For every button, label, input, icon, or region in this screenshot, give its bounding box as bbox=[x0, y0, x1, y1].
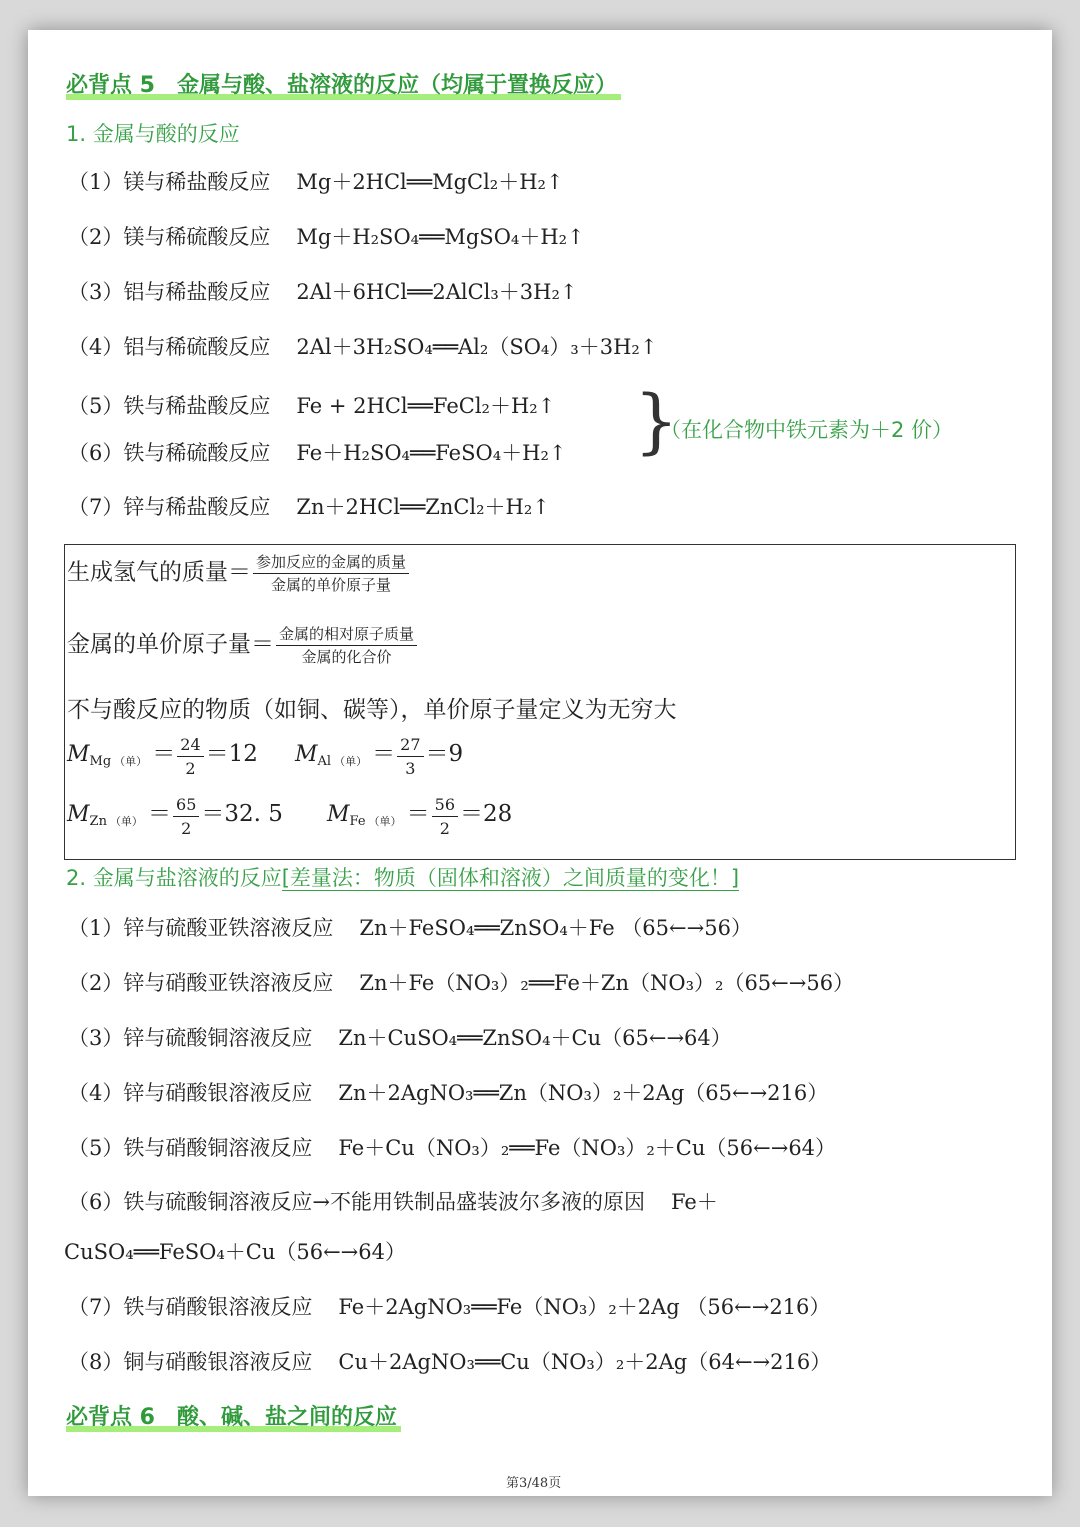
fraction bbox=[253, 553, 409, 594]
formula-prefix: 生成氢气的质量＝ bbox=[67, 559, 251, 586]
part2-note-text: [差量法：物质（固体和溶液）之间质量的变化！] bbox=[281, 866, 740, 890]
fraction-denominator: 金属的单价原子量 bbox=[271, 576, 392, 594]
reaction-label: （3）锌与硫酸铜溶液反应 bbox=[68, 1026, 313, 1050]
example-result: ＝32. 5 bbox=[201, 801, 283, 828]
fraction-denominator: 3 bbox=[405, 759, 416, 779]
fraction-denominator: 金属的化合价 bbox=[301, 648, 392, 666]
acid-reaction-1 bbox=[68, 166, 564, 196]
reaction-label: （7）铁与硝酸银溶液反应 bbox=[68, 1295, 313, 1319]
reaction-equation: Fe＋2AgNO₃══Fe（NO₃）₂＋2Ag （56←→216） bbox=[338, 1295, 831, 1319]
reaction-label: （2）镁与稀硫酸反应 bbox=[68, 225, 271, 249]
document-page bbox=[28, 30, 1052, 1496]
reaction-label: （7）锌与稀盐酸反应 bbox=[68, 495, 271, 519]
example-mg: $M_{Mg}$ $_{(单)}$ ＝ $\frac{24}{2}$ ＝12 bbox=[67, 735, 258, 779]
reaction-equation: Zn＋FeSO₄══ZnSO₄＋Fe （65←→56） bbox=[359, 916, 752, 940]
reaction-equation: 2Al＋3H₂SO₄══Al₂（SO₄）₃＋3H₂↑ bbox=[296, 335, 658, 359]
element-subscript: Fe bbox=[349, 814, 366, 830]
formula-prefix: 金属的单价原子量＝ bbox=[67, 631, 274, 658]
reaction-equation: Zn＋2AgNO₃══Zn（NO₃）₂＋2Ag（65←→216） bbox=[338, 1081, 829, 1105]
acid-reaction-6 bbox=[68, 437, 566, 467]
salt-reaction-2 bbox=[68, 967, 854, 997]
unit-tag: （单） bbox=[114, 755, 148, 769]
unit-atomic-mass-formula bbox=[67, 625, 419, 666]
reaction-label: （3）铝与稀盐酸反应 bbox=[68, 280, 271, 304]
example-fe: $M_{Fe}$ $_{(单)}$ ＝ $\frac{56}{2}$ ＝28 bbox=[327, 795, 513, 839]
example-result: ＝28 bbox=[460, 801, 513, 828]
part2-title-text: 2. 金属与盐溶液的反应 bbox=[66, 866, 282, 890]
reaction-label: （6）铁与硫酸铜溶液反应→不能用铁制品盛装波尔多液的原因 bbox=[68, 1190, 645, 1214]
reaction-equation: 2Al＋6HCl══2AlCl₃＋3H₂↑ bbox=[296, 280, 578, 304]
section6-heading: 必背点 6 酸、碱、盐之间的反应 bbox=[66, 1400, 401, 1432]
element-subscript: Zn bbox=[89, 814, 107, 830]
reaction-equation: Zn＋Fe（NO₃）₂══Fe＋Zn（NO₃）₂（65←→56） bbox=[359, 971, 855, 995]
mass-symbol: M bbox=[295, 742, 318, 768]
acid-reaction-3 bbox=[68, 276, 578, 306]
hydrogen-mass-formula bbox=[67, 553, 411, 594]
reaction-equation: Mg＋H₂SO₄══MgSO₄＋H₂↑ bbox=[296, 225, 585, 249]
salt-reaction-6 bbox=[68, 1186, 718, 1216]
fraction bbox=[276, 625, 417, 666]
element-subscript: Al bbox=[317, 754, 332, 770]
reaction-equation: Zn＋2HCl══ZnCl₂＋H₂↑ bbox=[296, 495, 550, 519]
fraction-numerator: 27 bbox=[397, 735, 423, 757]
reaction-label: （6）铁与稀硫酸反应 bbox=[68, 441, 271, 465]
reaction-equation: Mg＋2HCl══MgCl₂＋H₂↑ bbox=[296, 170, 564, 194]
infinite-mass-note: 不与酸反应的物质（如铜、碳等），单价原子量定义为无穷大 bbox=[67, 697, 677, 723]
example-result: ＝12 bbox=[205, 741, 258, 768]
fraction bbox=[432, 795, 458, 838]
mass-symbol: M bbox=[67, 802, 90, 828]
reaction-equation: Cu＋2AgNO₃══Cu（NO₃）₂＋2Ag（64←→216） bbox=[338, 1350, 832, 1374]
reaction-equation: Fe＋H₂SO₄══FeSO₄＋H₂↑ bbox=[296, 441, 567, 465]
fraction bbox=[397, 735, 423, 778]
reaction-equation: Fe + 2HCl══FeCl₂＋H₂↑ bbox=[296, 394, 556, 418]
fraction bbox=[177, 735, 203, 778]
example-result: ＝9 bbox=[425, 741, 464, 768]
reaction-label: （5）铁与硝酸铜溶液反应 bbox=[68, 1136, 313, 1160]
element-subscript: Mg bbox=[89, 754, 112, 770]
salt-reaction-5 bbox=[68, 1132, 836, 1162]
example-zn: $M_{Zn}$ $_{(单)}$ ＝ $\frac{65}{2}$ ＝32. 5 bbox=[67, 795, 283, 839]
salt-reaction-3 bbox=[68, 1022, 732, 1052]
section5-heading: 必背点 5 金属与酸、盐溶液的反应（均属于置换反应） bbox=[66, 68, 621, 100]
example-al: $M_{Al}$ $_{(单)}$ ＝ $\frac{27}{3}$ ＝9 bbox=[295, 735, 464, 779]
fraction-numerator: 金属的相对原子质量 bbox=[276, 625, 417, 646]
salt-reaction-7 bbox=[68, 1291, 830, 1321]
fraction bbox=[173, 795, 199, 838]
acid-reaction-7 bbox=[68, 491, 550, 521]
reaction-label: （2）锌与硝酸亚铁溶液反应 bbox=[68, 971, 334, 995]
salt-reaction-8 bbox=[68, 1346, 831, 1376]
part2-title bbox=[66, 862, 739, 892]
fraction-numerator: 参加反应的金属的质量 bbox=[253, 553, 409, 574]
reaction-equation: Fe＋Cu（NO₃）₂══Fe（NO₃）₂＋Cu（56←→64） bbox=[338, 1136, 837, 1160]
reaction-label: （1）锌与硫酸亚铁溶液反应 bbox=[68, 916, 334, 940]
right-brace: } bbox=[634, 380, 679, 462]
unit-tag: （单） bbox=[334, 755, 368, 769]
fraction-numerator: 65 bbox=[173, 795, 199, 817]
part2-note bbox=[282, 866, 739, 891]
fraction-denominator: 2 bbox=[185, 759, 196, 779]
unit-tag: （单） bbox=[109, 815, 143, 829]
reaction-equation: Zn＋CuSO₄══ZnSO₄＋Cu（65←→64） bbox=[338, 1026, 732, 1050]
reaction-label: （4）锌与硝酸银溶液反应 bbox=[68, 1081, 313, 1105]
mass-symbol: M bbox=[67, 742, 90, 768]
formula-box bbox=[64, 544, 1016, 860]
page-number: 第3/48页 bbox=[506, 1476, 562, 1491]
acid-reaction-4 bbox=[68, 331, 657, 361]
fraction-numerator: 24 bbox=[177, 735, 203, 757]
fraction-numerator: 56 bbox=[432, 795, 458, 817]
reaction-equation: Fe＋ bbox=[670, 1190, 718, 1214]
part1-title: 1. 金属与酸的反应 bbox=[66, 122, 240, 146]
reaction-equation: CuSO₄══FeSO₄＋Cu（56←→64） bbox=[64, 1240, 406, 1264]
unit-tag: （单） bbox=[368, 815, 402, 829]
iron-valence-note: （在化合物中铁元素为＋2 价） bbox=[660, 418, 954, 442]
reaction-label: （1）镁与稀盐酸反应 bbox=[68, 170, 271, 194]
reaction-label: （4）铝与稀硫酸反应 bbox=[68, 335, 271, 359]
fraction-denominator: 2 bbox=[439, 819, 450, 839]
salt-reaction-1 bbox=[68, 912, 752, 942]
fraction-denominator: 2 bbox=[181, 819, 192, 839]
reaction-label: （8）铜与硝酸银溶液反应 bbox=[68, 1350, 313, 1374]
salt-reaction-6-continued bbox=[64, 1236, 406, 1266]
acid-reaction-5 bbox=[68, 390, 555, 420]
mass-symbol: M bbox=[327, 802, 350, 828]
salt-reaction-4 bbox=[68, 1077, 828, 1107]
acid-reaction-2 bbox=[68, 221, 585, 251]
reaction-label: （5）铁与稀盐酸反应 bbox=[68, 394, 271, 418]
